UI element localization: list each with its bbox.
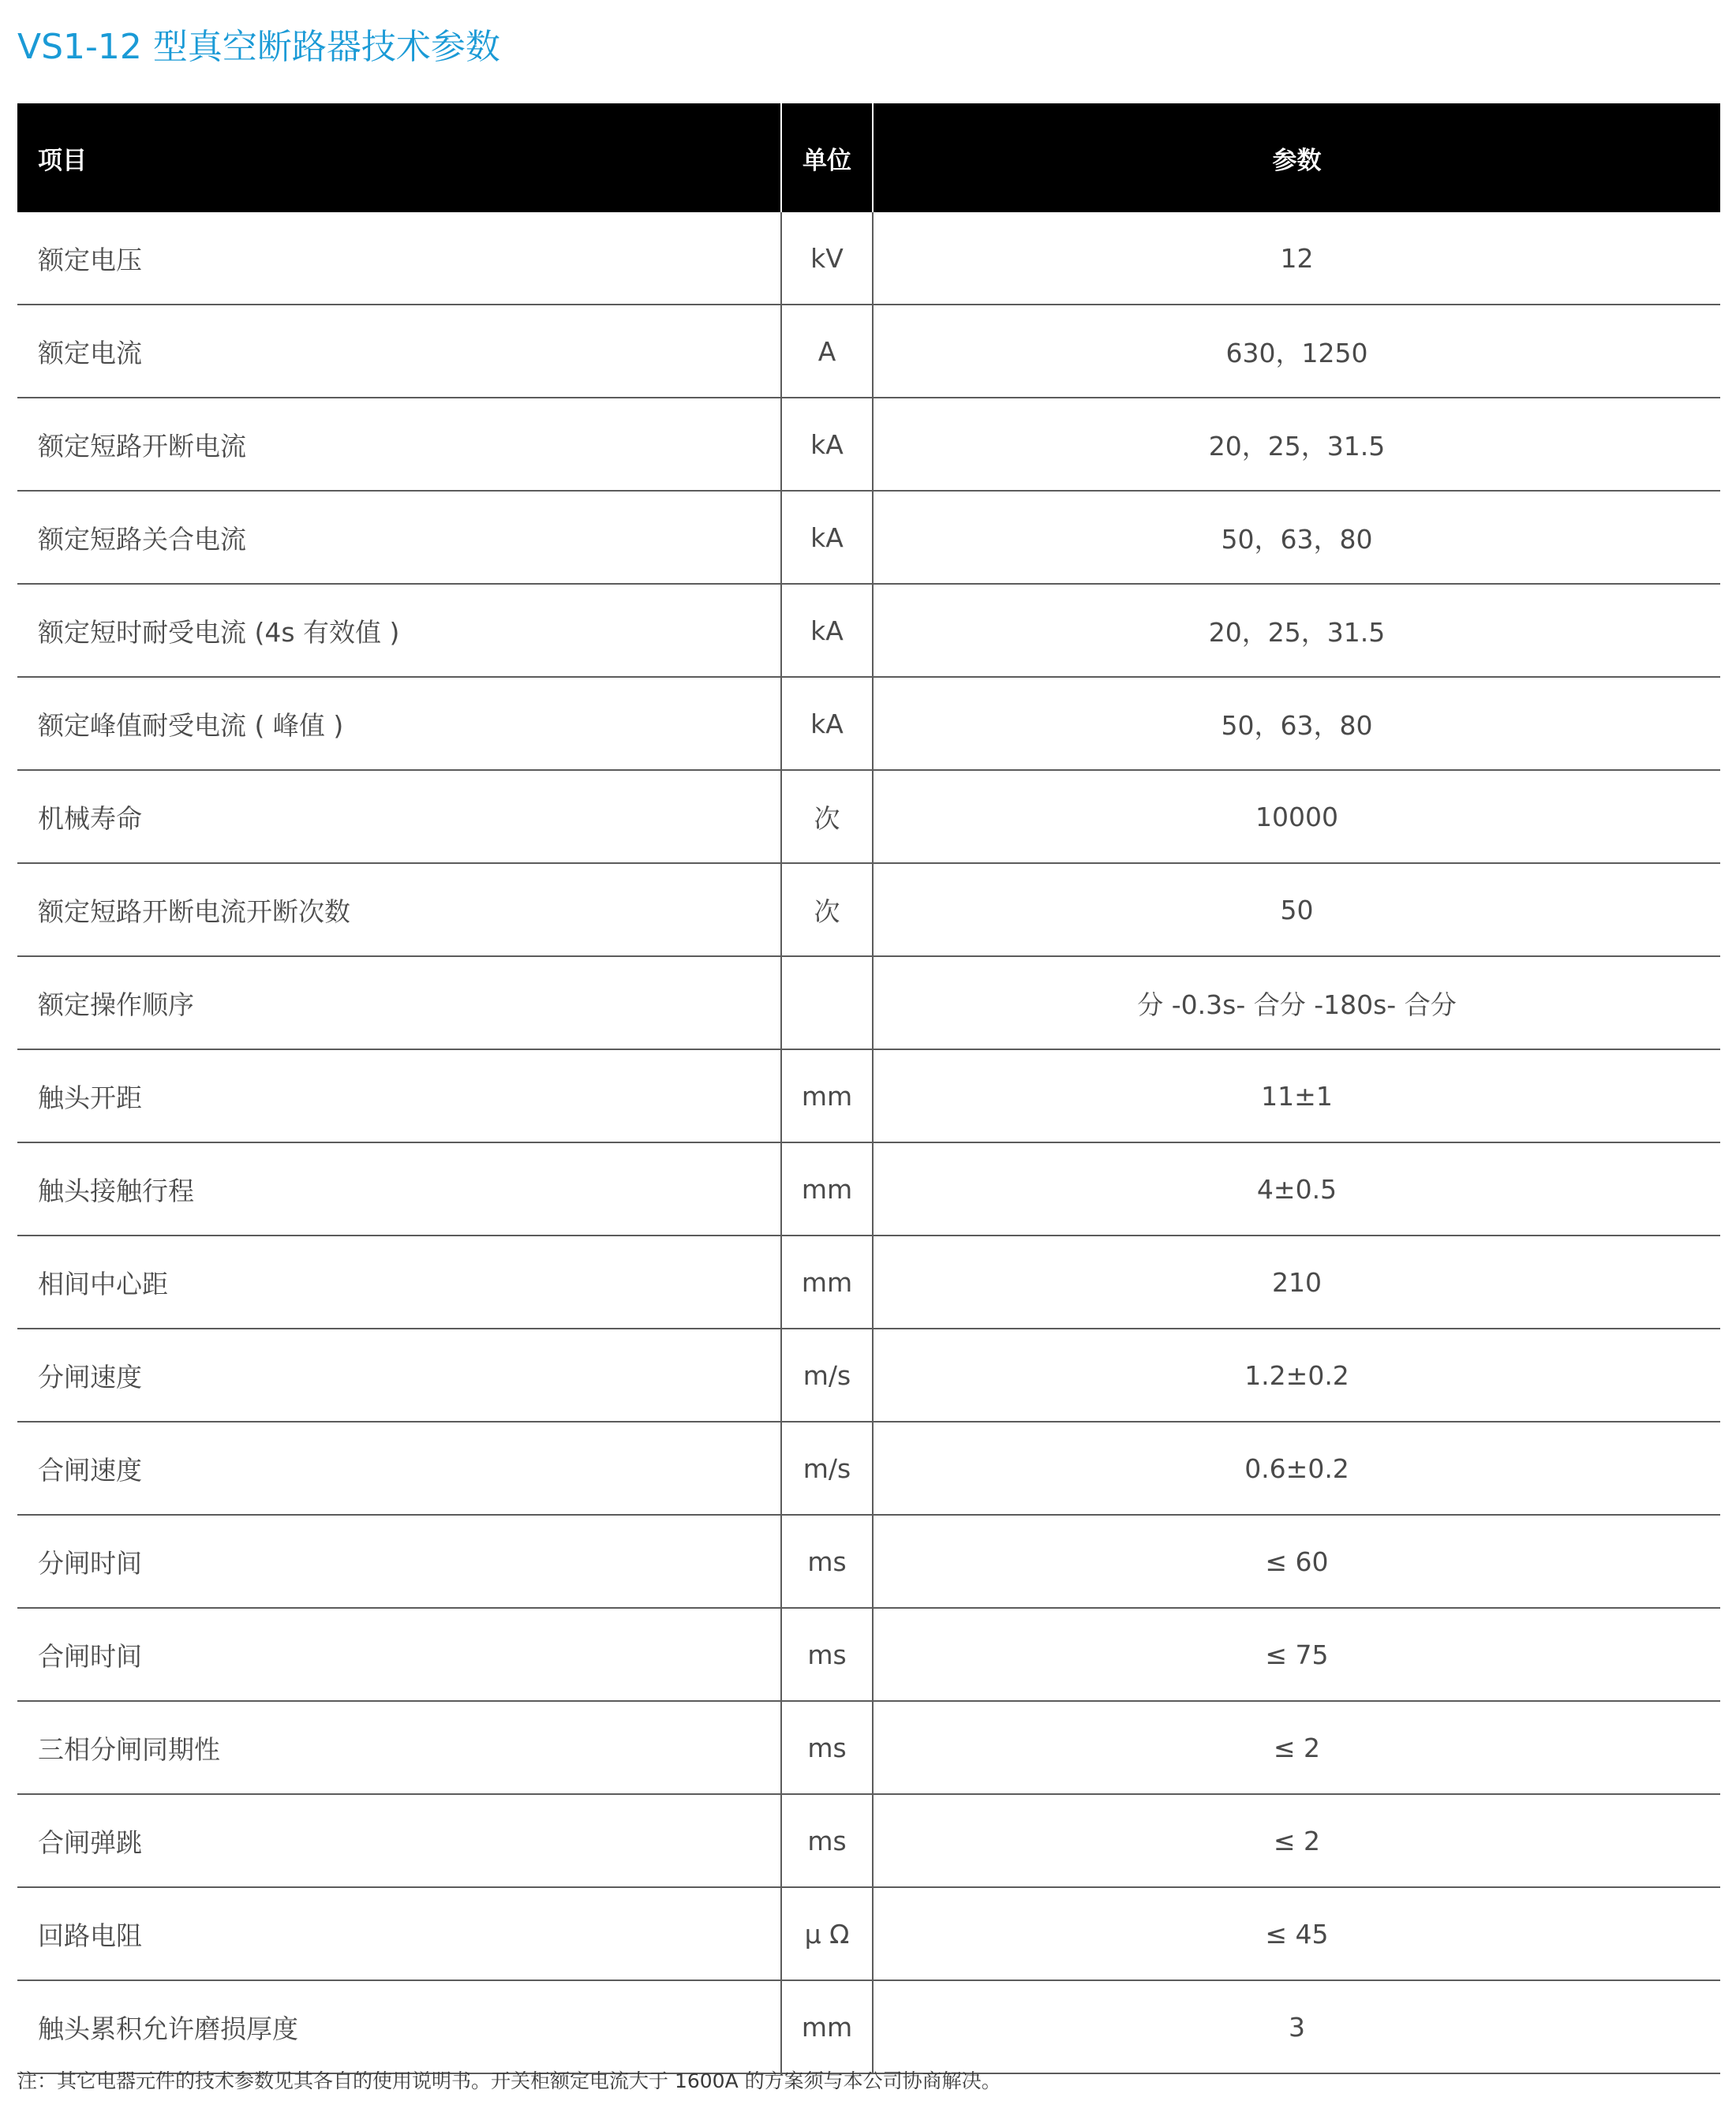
cell-item: 额定短时耐受电流 (4s 有效值 ) (17, 584, 781, 677)
cell-value: 630，1250 (873, 305, 1720, 398)
cell-unit: kV (781, 212, 873, 305)
cell-unit: m/s (781, 1329, 873, 1422)
header-row (17, 103, 1720, 212)
table-row (17, 956, 1720, 1049)
cell-unit: kA (781, 677, 873, 770)
cell-unit: ms (781, 1515, 873, 1608)
cell-value: 3 (873, 1980, 1720, 2073)
cell-unit: A (781, 305, 873, 398)
cell-unit: ms (781, 1794, 873, 1887)
cell-value: 50 (873, 863, 1720, 956)
cell-item: 分闸速度 (17, 1329, 781, 1422)
parameter-table (17, 103, 1720, 2074)
cell-unit: mm (781, 1142, 873, 1236)
cell-value: ≤ 75 (873, 1608, 1720, 1701)
table-row (17, 677, 1720, 770)
cell-item: 触头累积允许磨损厚度 (17, 1980, 781, 2073)
cell-value: 12 (873, 212, 1720, 305)
table-row (17, 305, 1720, 398)
cell-value: 10000 (873, 770, 1720, 863)
header-value: 参数 (873, 103, 1720, 212)
table-row (17, 1142, 1720, 1236)
cell-item: 相间中心距 (17, 1236, 781, 1329)
cell-value: 20，25，31.5 (873, 584, 1720, 677)
table-row (17, 1049, 1720, 1142)
table-row (17, 212, 1720, 305)
table-row (17, 1887, 1720, 1980)
cell-unit: mm (781, 1980, 873, 2073)
cell-item: 额定短路开断电流 (17, 398, 781, 491)
cell-item: 合闸时间 (17, 1608, 781, 1701)
cell-unit: kA (781, 491, 873, 584)
cell-value: ≤ 45 (873, 1887, 1720, 1980)
cell-value: 分 -0.3s- 合分 -180s- 合分 (873, 956, 1720, 1049)
cell-unit: 次 (781, 863, 873, 956)
table-row (17, 1236, 1720, 1329)
cell-value: 20，25，31.5 (873, 398, 1720, 491)
table-row (17, 1794, 1720, 1887)
cell-item: 触头接触行程 (17, 1142, 781, 1236)
cell-unit: 次 (781, 770, 873, 863)
footnote: 注：其它电器元件的技术参数见其各自的使用说明书。开关柜额定电流大于 1600A 的方案须与本公司协商解决。 (17, 2069, 1001, 2092)
cell-value: 50，63，80 (873, 677, 1720, 770)
cell-value: 11±1 (873, 1049, 1720, 1142)
table-row (17, 863, 1720, 956)
table-row (17, 398, 1720, 491)
table-row (17, 1515, 1720, 1608)
cell-item: 机械寿命 (17, 770, 781, 863)
cell-value: 1.2±0.2 (873, 1329, 1720, 1422)
cell-item: 触头开距 (17, 1049, 781, 1142)
header-unit: 单位 (781, 103, 873, 212)
cell-item: 额定峰值耐受电流 ( 峰值 ) (17, 677, 781, 770)
table-row (17, 491, 1720, 584)
table-row (17, 770, 1720, 863)
cell-unit: kA (781, 398, 873, 491)
table-row (17, 1422, 1720, 1515)
cell-item: 额定操作顺序 (17, 956, 781, 1049)
cell-value: ≤ 60 (873, 1515, 1720, 1608)
cell-item: 分闸时间 (17, 1515, 781, 1608)
table-header (17, 103, 1720, 212)
cell-value: 210 (873, 1236, 1720, 1329)
cell-unit: mm (781, 1236, 873, 1329)
cell-unit: kA (781, 584, 873, 677)
cell-item: 额定电压 (17, 212, 781, 305)
cell-item: 额定电流 (17, 305, 781, 398)
table-row (17, 1980, 1720, 2073)
cell-unit: m/s (781, 1422, 873, 1515)
cell-value: 50，63，80 (873, 491, 1720, 584)
cell-item: 合闸弹跳 (17, 1794, 781, 1887)
table-body (17, 212, 1720, 2073)
header-item: 项目 (17, 103, 781, 212)
table-row (17, 1329, 1720, 1422)
cell-value: 4±0.5 (873, 1142, 1720, 1236)
table-row (17, 1608, 1720, 1701)
cell-unit: μ Ω (781, 1887, 873, 1980)
cell-unit: ms (781, 1608, 873, 1701)
table-row (17, 1701, 1720, 1794)
cell-value: 0.6±0.2 (873, 1422, 1720, 1515)
cell-unit: mm (781, 1049, 873, 1142)
cell-unit: ms (781, 1701, 873, 1794)
table-row (17, 584, 1720, 677)
cell-item: 回路电阻 (17, 1887, 781, 1980)
document-title: VS1-12 型真空断路器技术参数 (17, 27, 500, 67)
cell-item: 额定短路开断电流开断次数 (17, 863, 781, 956)
cell-item: 合闸速度 (17, 1422, 781, 1515)
cell-item: 额定短路关合电流 (17, 491, 781, 584)
cell-value: ≤ 2 (873, 1701, 1720, 1794)
cell-unit (781, 956, 873, 1049)
cell-item: 三相分闸同期性 (17, 1701, 781, 1794)
cell-value: ≤ 2 (873, 1794, 1720, 1887)
